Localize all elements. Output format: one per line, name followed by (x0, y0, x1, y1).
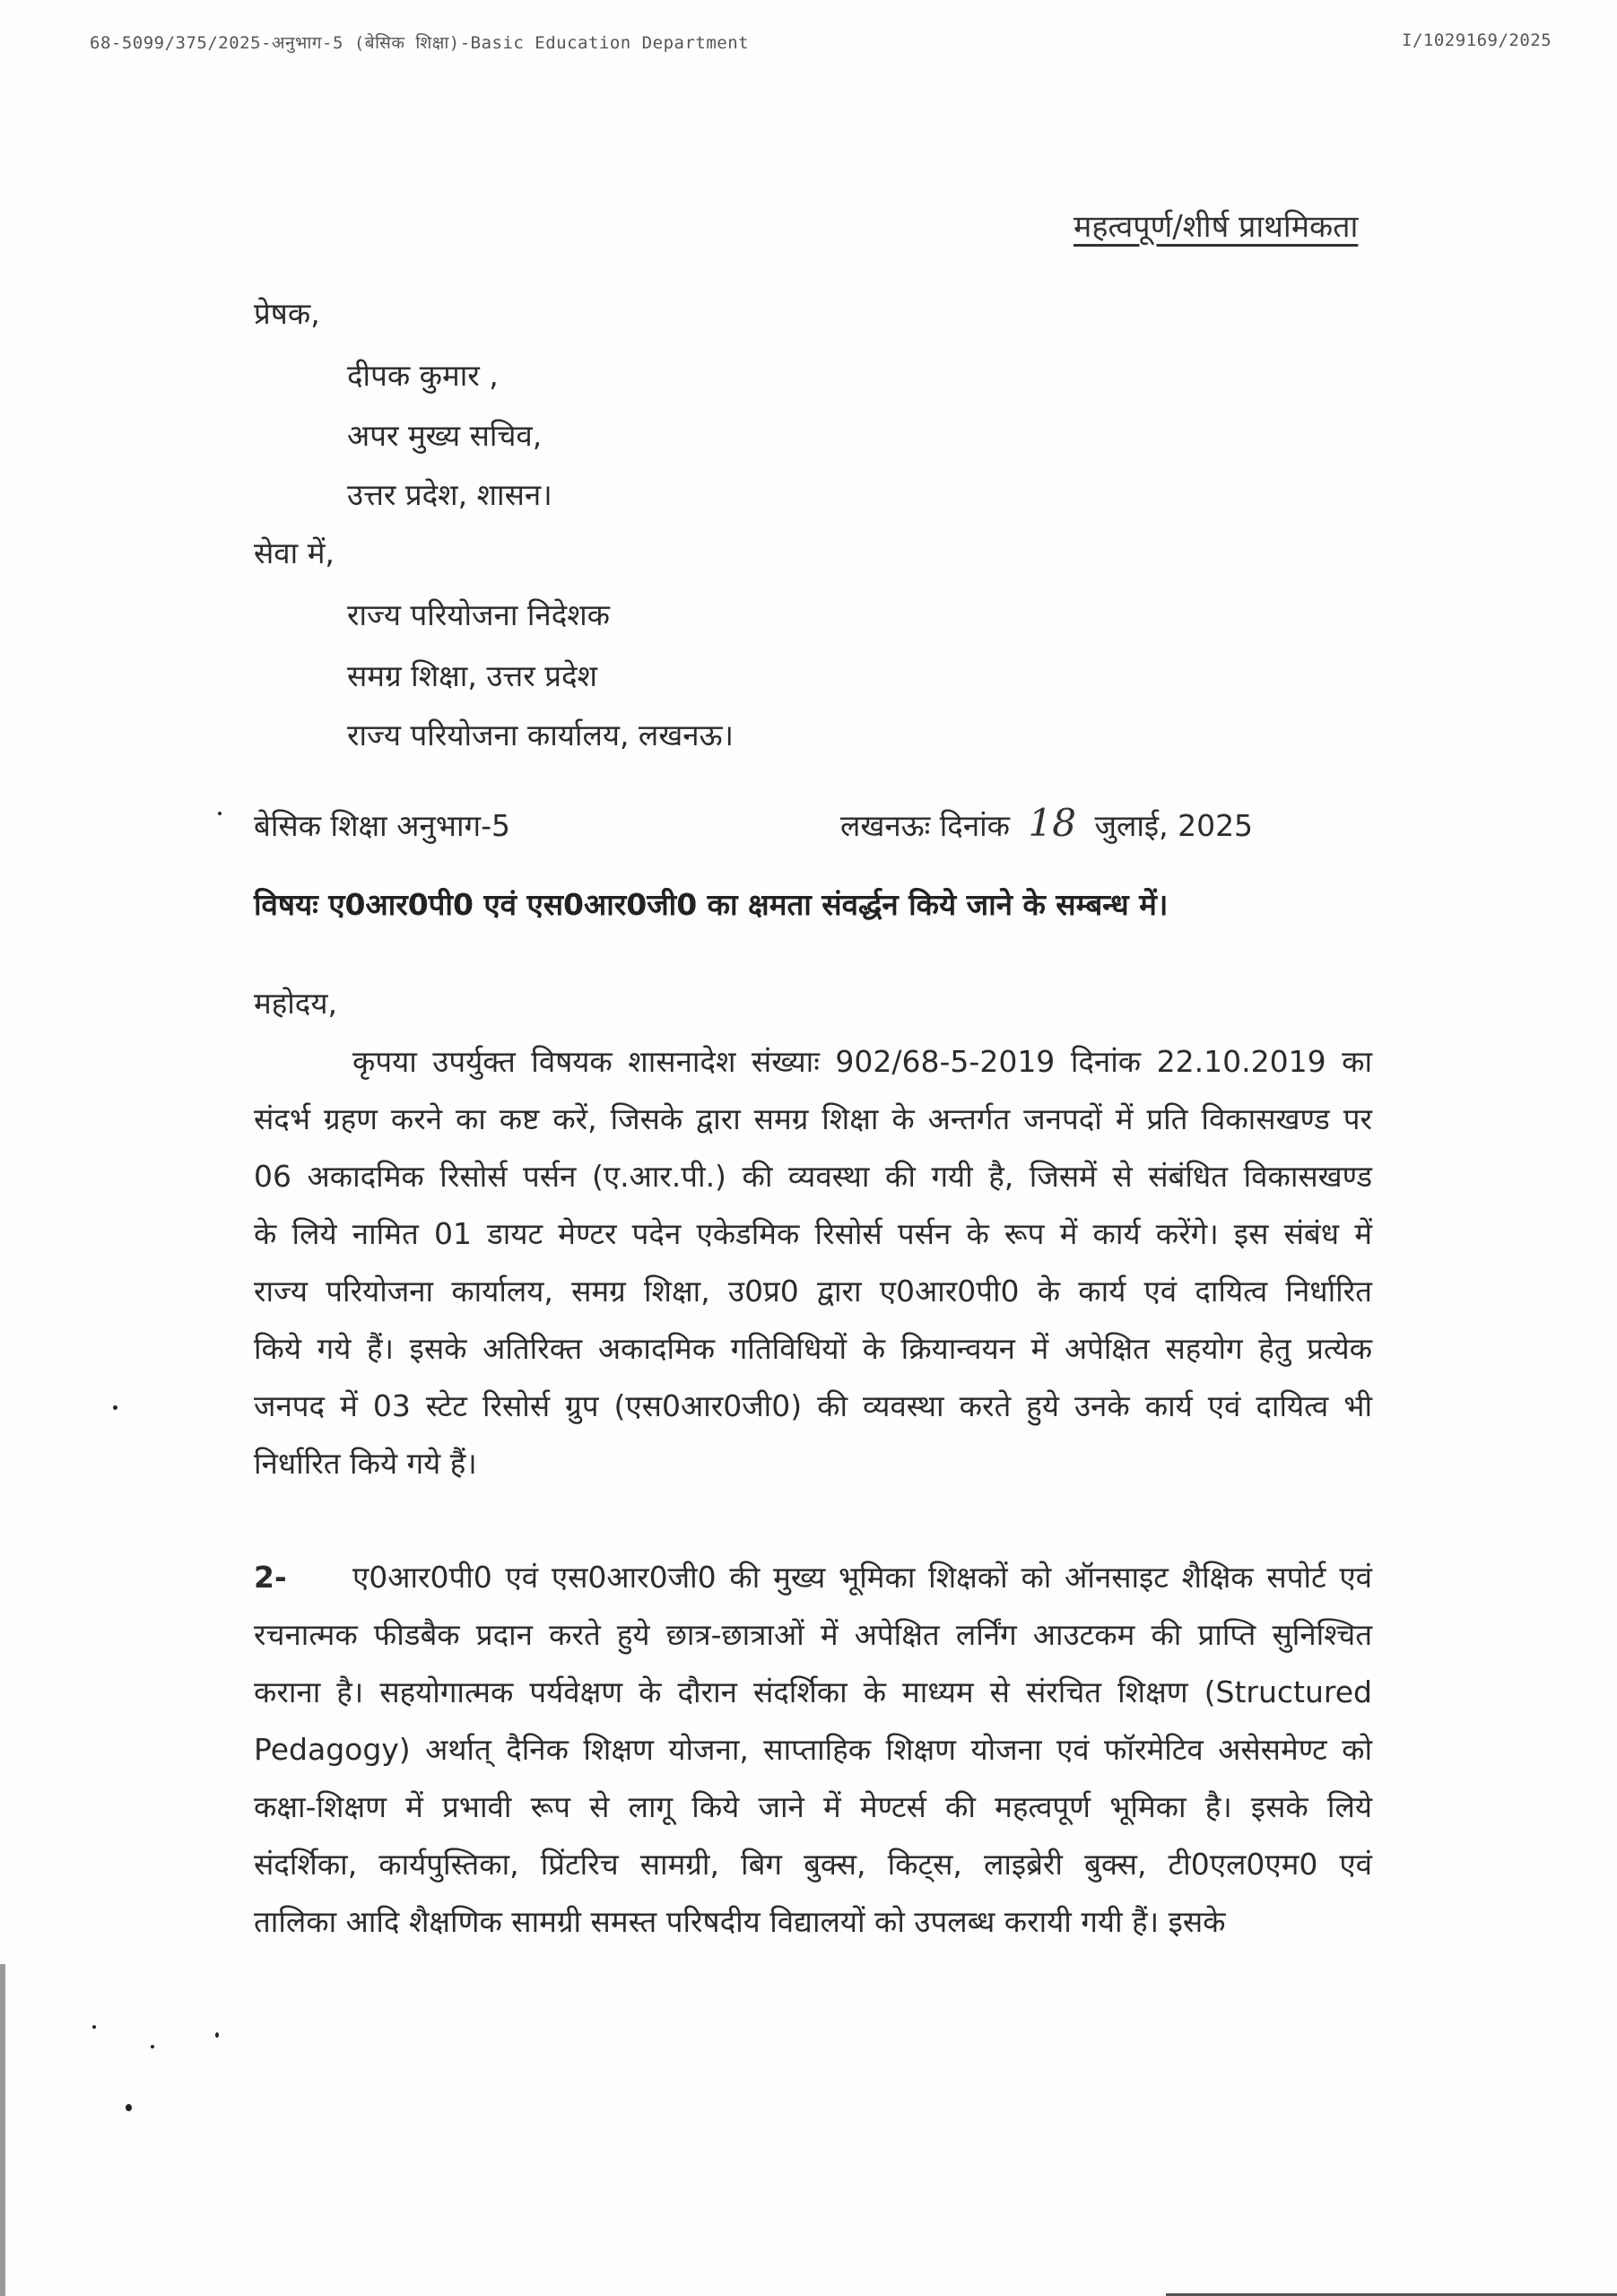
recipient-line: राज्य परियोजना निदेशक (347, 597, 611, 632)
paragraph-line: संदर्शिका, कार्यपुस्तिका, प्रिंटरिच सामग्री, बिग बुक्स, किट्स, लाइब्रेरी बुक्स, टी0एल0एम0 एवं (254, 1847, 1372, 1882)
date-prefix: लखनऊः दिनांक (840, 808, 1011, 843)
paragraph-2 (254, 1549, 1372, 1951)
paragraph-line: के लिये नामित 01 डायट मेण्टर पदेन एकेडमिक रिसोर्स पर्सन के रूप में कार्य करेंगे। इस संबंध में (254, 1216, 1372, 1251)
paragraph-line: कृपया उपर्युक्त विषयक शासनादेश संख्याः 902/68-5-2019 दिनांक 22.10.2019 का (352, 1044, 1372, 1079)
paragraph-line: रचनात्मक फीडबैक प्रदान करते हुये छात्र-छात्राओं में अपेक्षित लर्निंग आउटकम की प्राप्ति सुनिश्चित (254, 1617, 1372, 1652)
date-suffix: जुलाई, 2025 (1094, 808, 1254, 843)
paragraph-line: जनपद में 03 स्टेट रिसोर्स ग्रुप (एस0आर0जी0) की व्यवस्था करते हुये उनके कार्य एवं दायित्व भी (254, 1388, 1372, 1423)
receipt-number: I/1029169/2025 (1402, 30, 1552, 50)
subject-line: विषयः ए0आर0पी0 एवं एस0आर0जी0 का क्षमता संवर्द्धन किये जाने के सम्बन्ध में। (254, 887, 1169, 922)
sender-name: दीपक कुमार , (347, 358, 499, 393)
priority-label: महत्वपूर्ण/शीर्ष प्राथमिकता (1074, 209, 1359, 245)
paragraph-line: कक्षा-शिक्षण में प्रभावी रूप से लागू किये जाने में मेण्टर्स की महत्वपूर्ण भूमिका है। इसके लिये (254, 1789, 1372, 1824)
section-name: बेसिक शिक्षा अनुभाग-5 (254, 808, 510, 843)
scan-speck (113, 1405, 117, 1410)
recipient-label: सेवा में, (254, 535, 335, 570)
paragraph-line: संदर्भ ग्रहण करने का कष्ट करें, जिसके द्वारा समग्र शिक्षा के अन्तर्गत जनपदों में प्रति विकासखण्ड पर (254, 1101, 1372, 1136)
paragraph-line: कराना है। सहयोगात्मक पर्यवेक्षण के दौरान संदर्शिका के माध्यम से संरचित शिक्षण (Structured (254, 1674, 1372, 1709)
sender-designation: अपर मुख्य सचिव, (347, 418, 543, 453)
recipient-line: समग्र शिक्षा, उत्तर प्रदेश (347, 658, 597, 693)
scan-speck (92, 2025, 96, 2029)
paragraph-line: Pedagogy) अर्थात् दैनिक शिक्षण योजना, साप्ताहिक शिक्षण योजना एवं फॉरमेटिव असेसमेण्ट को (254, 1732, 1372, 1767)
paragraph-number: 2- (254, 1560, 287, 1595)
dateline (840, 801, 1253, 845)
scan-speck (218, 812, 222, 815)
paragraph-line: ए0आर0पी0 एवं एस0आर0जी0 की मुख्य भूमिका शिक्षकों को ऑनसाइट शैक्षिक सपोर्ट एवं (352, 1560, 1372, 1595)
paragraph-first-line (254, 1549, 1372, 1606)
scan-speck (151, 2045, 154, 2048)
sender-office: उत्तर प्रदेश, शासन। (347, 477, 552, 512)
recipient-line: राज्य परियोजना कार्यालय, लखनऊ। (347, 718, 735, 752)
scan-edge-shadow (0, 1964, 5, 2296)
paragraph-line: राज्य परियोजना कार्यालय, समग्र शिक्षा, उ0प्र0 द्वारा ए0आर0पी0 के कार्य एवं दायित्व निर्धारित (254, 1274, 1372, 1309)
scan-speck (215, 2032, 219, 2038)
paragraph-line: किये गये हैं। इसके अतिरिक्त अकादमिक गतिविधियों के क्रियान्वयन में अपेक्षित सहयोग हेतु प्रत्येक (254, 1331, 1372, 1366)
paragraph-line: निर्धारित किये गये हैं। (254, 1446, 477, 1481)
paragraph-1 (254, 1033, 1372, 1492)
sender-label: प्रेषक, (254, 296, 320, 331)
salutation: महोदय, (254, 986, 337, 1021)
paragraph-line: तालिका आदि शैक्षणिक सामग्री समस्त परिषदीय विद्यालयों को उपलब्ध करायी गयी हैं। इसके (254, 1904, 1226, 1939)
handwritten-day: 18 (1028, 801, 1076, 845)
scan-speck (126, 2104, 132, 2111)
paragraph-line: 06 अकादमिक रिसोर्स पर्सन (ए.आर.पी.) की व्यवस्था की गयी है, जिसमें से संबंधित विकासखण्ड (254, 1159, 1372, 1194)
file-reference: 68-5099/375/2025-अनुभाग-5 (बेसिक शिक्षा)-Basic Education Department (90, 33, 750, 53)
